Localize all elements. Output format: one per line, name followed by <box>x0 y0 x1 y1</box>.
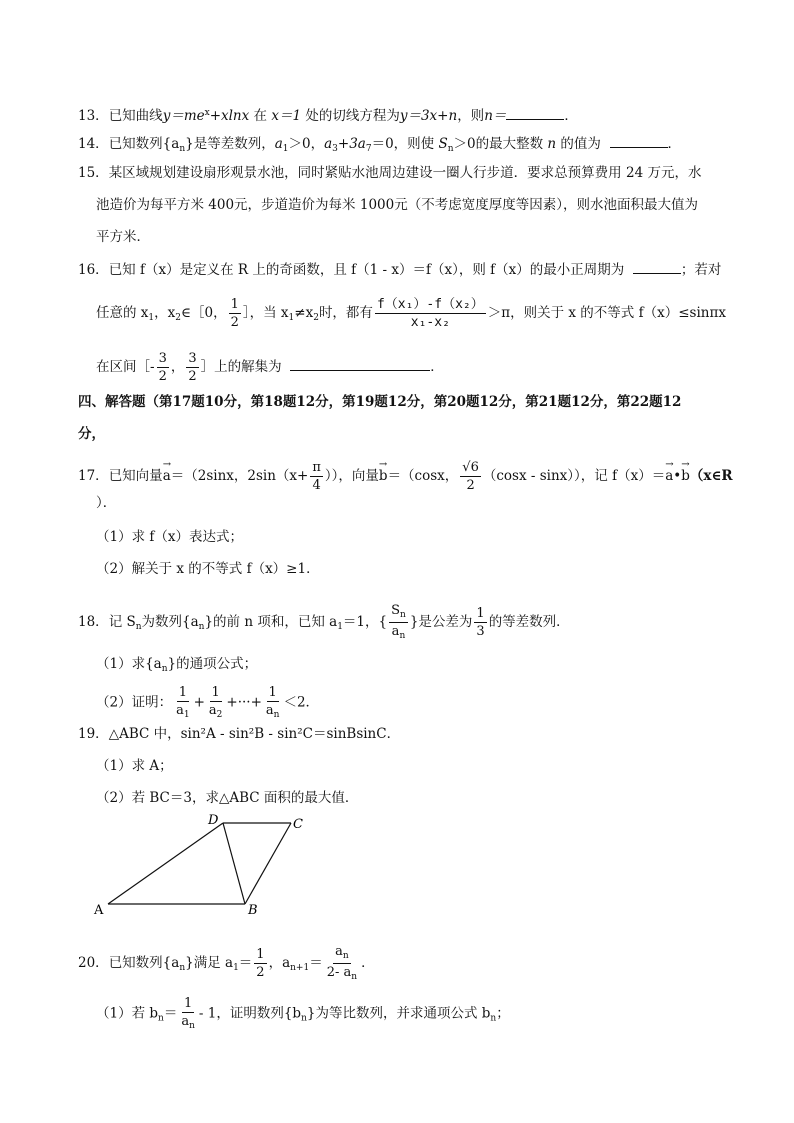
segment-AD <box>108 823 223 904</box>
question-15-line-3: 平方米． <box>96 229 150 245</box>
geometry-figure <box>88 810 318 920</box>
question-14: 14．已知数列$\{a_n\}$是等差数列，$a_1>0$，$a_3+3a_7=0$，则使 $S_n>0$的最大整数 n 的值为 ． <box>78 133 681 159</box>
question-16-line-1: 16．已知 f（x）是定义在 R 上的奇函数，且 f（1 - x）＝f（x），则 f（x）的最小正周期为 ；若对 <box>78 259 721 280</box>
vertex-label-B: B <box>248 903 258 918</box>
fraction: $\frac{\pi}{4}$ <box>312 460 321 493</box>
question-18-part-2: （2）证明： $\frac{1}{a_1}$ + $\frac{1}{a_2}$ +···+ $\frac{1}{a_n}$ ＜2． <box>96 685 320 720</box>
fraction: $\frac{a_n}{2- a_n}$ <box>326 944 358 982</box>
question-18-part-1: （1）求$\{a_n\}$的通项公式； <box>96 656 258 674</box>
question-15-line-2: 池造价为每平方米 400元，步道造价为每米 1000元（不考虑宽度厚度等因素），则水池面积最大值为 <box>96 197 698 213</box>
question-13: 13．已知曲线$y=me^x+xlnx$ 在 x＝1 处的切线方程为y＝3x+n，则n＝ ． <box>78 103 578 126</box>
fraction: $\frac{1}{3}$ <box>476 606 485 639</box>
question-17-line-1: 17．已知向量→ a＝（2sinx，2sin（x+ $\frac{\pi}{4}$ ）），向量→ b＝（cosx， $\frac{√6}{2}$ （cosx - sinx）），记 f（x）＝→ a•→ b（x∈R <box>78 461 733 492</box>
question-16-line-3: 在区间［- $\frac{3}{2}$ ， $\frac{3}{2}$ ］上的解集为 ． <box>96 351 444 384</box>
segment-CB <box>245 823 291 904</box>
vertex-label-A: A <box>94 903 104 918</box>
question-17-part-1: （1）求 f（x）表达式； <box>96 529 243 545</box>
fraction: $\frac{\text{f（x₁）-f（x₂）}}{\text{x₁-x₂}}$ <box>376 297 484 330</box>
fraction: $\frac{3}{2}$ <box>158 351 167 384</box>
question-20-line-1: 20．已知数列$\{a_n\}$满足 $a_1=$ $\frac{1}{2}$ ，$a_{n+1}=$ $\frac{a_n}{2- a_n}$ ． <box>78 944 375 982</box>
question-19-line-1: 19．△ABC 中，sin²A - sin²B - sin²C＝sinBsinC． <box>78 726 401 742</box>
fraction: $\frac{S_n}{a_n}$ <box>391 603 406 641</box>
fraction: $\frac{1}{a_1}$ <box>176 685 190 720</box>
section-heading: 四、解答题（第17题10分，第18题12分，第19题12分，第20题12分，第21题12分，第22题12 <box>78 394 682 410</box>
vertex-label-D: D <box>208 813 219 828</box>
fraction: $\frac{√6}{2}$ <box>462 460 479 493</box>
question-17-line-2: ）． <box>96 495 117 511</box>
fraction: $\frac{1}{2}$ <box>256 947 265 980</box>
vertex-label-C: C <box>293 817 303 832</box>
section-heading-cont: 分， <box>78 426 105 442</box>
fraction: $\frac{1}{a_2}$ <box>208 685 223 720</box>
fraction: $\frac{1}{2}$ <box>230 297 239 330</box>
fraction: $\frac{1}{a_n}$ <box>265 685 280 720</box>
question-17-part-2: （2）解关于 x 的不等式 f（x）≥1． <box>96 561 320 577</box>
answer-blank <box>633 259 681 274</box>
answer-blank <box>290 356 430 371</box>
question-19-part-2: （2）若 BC＝3，求△ABC 面积的最大值． <box>96 790 359 806</box>
answer-blank <box>506 105 564 120</box>
question-15-line-1: 15．某区域规划建设扇形观景水池，同时紧贴水池周边建设一圈人行步道．要求总预算费用 24 万元，水 <box>78 165 702 181</box>
segment-DB <box>223 823 245 904</box>
question-18-line-1: 18．记 $S_n$为数列$\{a_n\}$的前 n 项和，已知 $a_1=1$，{ $\frac{S_n}{a_n}$ }是公差为 $\frac{1}{3}$ 的等差数列． <box>78 603 570 641</box>
fraction: $\frac{1}{a_n}$ <box>181 996 195 1031</box>
question-20-part-1: （1）若 $b_n=$ $\frac{1}{a_n}$ - 1，证明数列$\{b_n\}$为等比数列，并求通项公式 $b_n$； <box>96 996 510 1031</box>
answer-blank <box>610 133 668 148</box>
question-16-line-2: 任意的 $x_1$，$x_2\in[0$， $\frac{1}{2}$ ］，当 $x_1\ne x_2$时，都有 $\frac{\text{f（x₁）-f（x₂）}}{\text{x₁-x₂}}$ ＞π，则关于 x 的不等式 f（x）≤sinπx <box>96 297 726 330</box>
question-19-part-1: （1）求 A； <box>96 758 173 774</box>
fraction: $\frac{3}{2}$ <box>188 351 197 384</box>
